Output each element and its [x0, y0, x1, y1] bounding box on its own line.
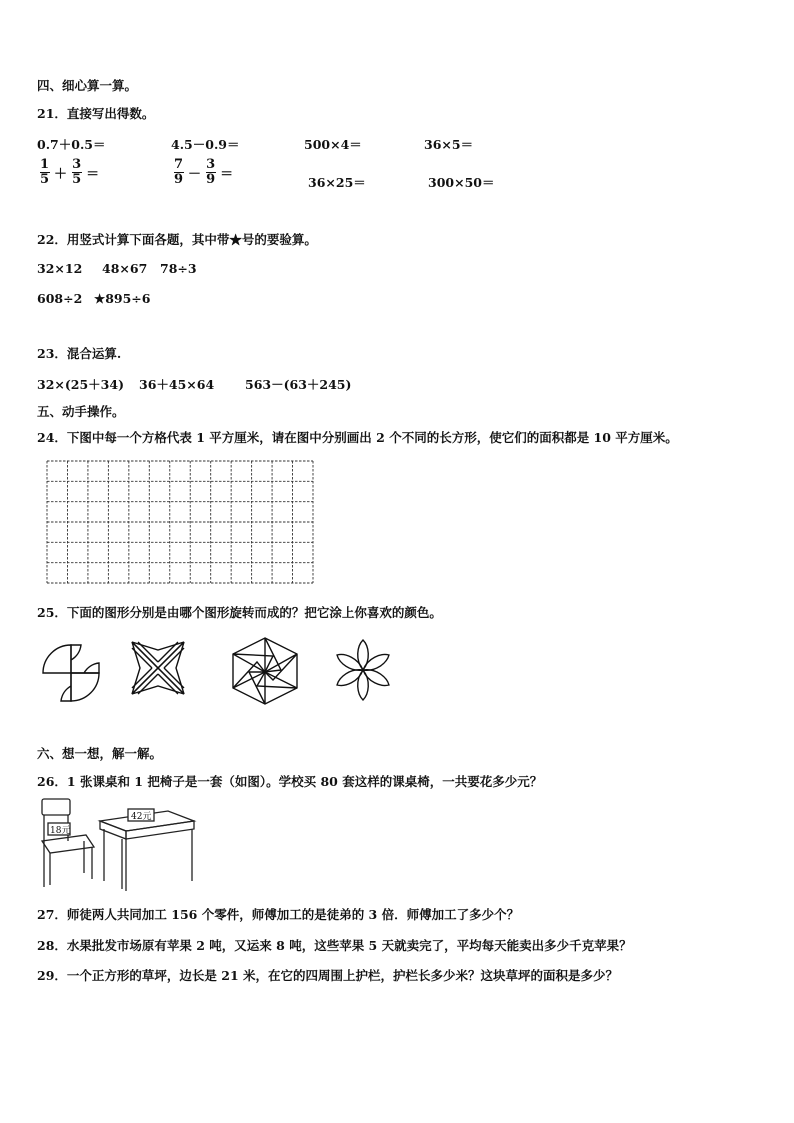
hexagon-figure[interactable]	[229, 636, 301, 706]
x-cross-figure[interactable]	[130, 640, 186, 696]
q21-item-3: 500×4＝	[304, 137, 362, 152]
chair-illustration	[36, 795, 98, 891]
frac1-operator: ＋	[54, 167, 68, 182]
q25-label: 25．下面的图形分别是由哪个图形旋转而成的？把它涂上你喜欢的颜色。	[37, 605, 442, 620]
section5-title: 五、动手操作。	[37, 404, 125, 419]
q21-item-5: 36×25＝	[308, 175, 366, 190]
q29-label: 29．一个正方形的草坪，边长是 21 米，在它的四周围上护栏，护栏长多少米？这块草坪的面积是多少？	[37, 968, 618, 983]
frac2-denominator-2: 9	[206, 172, 216, 187]
q23-item-2: 36＋45×64	[139, 377, 215, 392]
q22-label: 22．用竖式计算下面各题，其中带★号的要验算。	[37, 232, 317, 247]
section4-title: 四、细心算一算。	[37, 78, 138, 93]
frac2-denominator-1: 9	[174, 172, 184, 187]
q21-item-2: 4.5－0.9＝	[171, 137, 240, 152]
q21-item-6: 300×50＝	[428, 175, 495, 190]
q24-label: 24．下图中每一个方格代表 1 平方厘米，请在图中分别画出 2 个不同的长方形，使它们的面积都是 10 平方厘米。	[37, 430, 678, 445]
frac1-numerator-2: 3	[72, 157, 82, 172]
frac2-equals: ＝	[220, 167, 234, 182]
frac1-denominator-1: 5	[40, 172, 50, 187]
q21-fraction-sum	[37, 158, 101, 187]
desk-illustration	[98, 805, 198, 893]
chair-price-tag: 18元	[50, 826, 71, 836]
frac2-operator: －	[188, 167, 202, 182]
q21-item-4: 36×5＝	[424, 137, 474, 152]
frac1-equals: ＝	[86, 167, 100, 182]
frac2-numerator-2: 3	[206, 157, 216, 172]
q23-item-1: 32×(25＋34)	[37, 377, 124, 392]
q22-item-4: 608÷2	[37, 291, 83, 306]
q22-item-2: 48×67	[102, 261, 148, 276]
q27-label: 27．师徒两人共同加工 156 个零件，师傅加工的是徒弟的 3 倍．师傅加工了多少个？	[37, 907, 520, 922]
pinwheel-figure[interactable]	[38, 640, 104, 706]
frac2-numerator-1: 7	[174, 157, 184, 172]
frac1-numerator-1: 1	[40, 157, 50, 172]
frac1-denominator-2: 5	[72, 172, 82, 187]
q23-label: 23．混合运算.	[37, 346, 122, 361]
q24-square-grid[interactable]	[46, 460, 314, 584]
q22-item-3: 78÷3	[160, 261, 197, 276]
desk-price-tag: 42元	[131, 812, 152, 822]
q22-item-5: ★895÷6	[94, 291, 151, 306]
section6-title: 六、想一想，解一解。	[37, 746, 163, 761]
q26-label: 26．1 张课桌和 1 把椅子是一套（如图）。学校买 80 套这样的课桌椅，一共要花多少元？	[37, 774, 543, 789]
q23-item-3: 563－(63＋245)	[245, 377, 352, 392]
q21-label: 21．直接写出得数。	[37, 106, 155, 121]
q28-label: 28．水果批发市场原有苹果 2 吨，又运来 8 吨，这些苹果 5 天就卖完了，平均每天能卖出多少千克苹果？	[37, 938, 632, 953]
q22-item-1: 32×12	[37, 261, 83, 276]
q21-fraction-diff	[171, 158, 235, 187]
flower-figure[interactable]	[331, 638, 395, 702]
q21-item-1: 0.7＋0.5＝	[37, 137, 106, 152]
